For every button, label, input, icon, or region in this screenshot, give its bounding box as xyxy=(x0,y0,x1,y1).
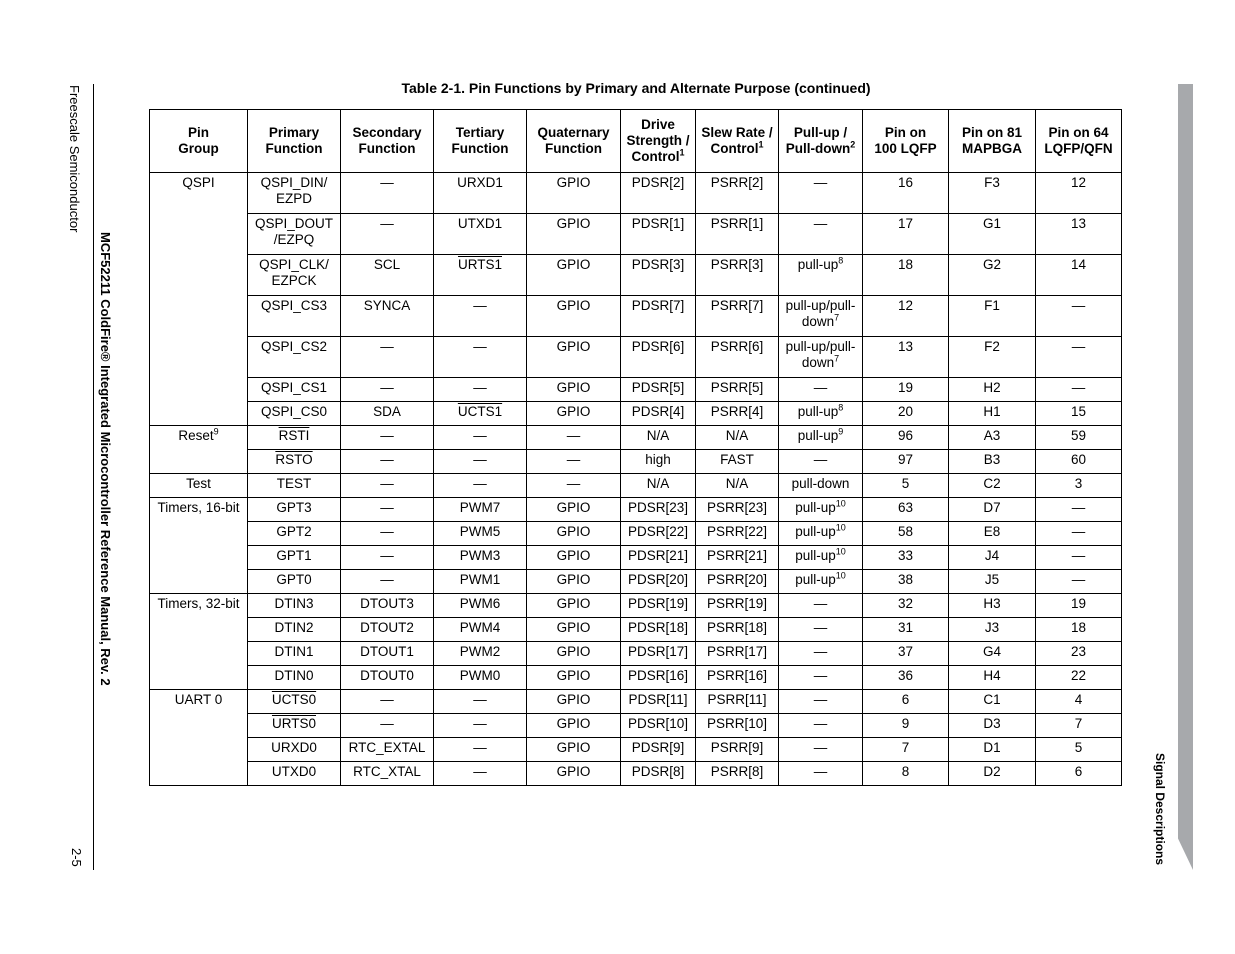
cell-p81: E8 xyxy=(949,522,1036,546)
cell-slew: PSRR[2] xyxy=(696,173,779,214)
cell-primary: GPT0 xyxy=(248,570,341,594)
cell-tertiary: URTS1 xyxy=(434,255,527,296)
cell-p64: 15 xyxy=(1036,402,1122,426)
cell-drive: PDSR[5] xyxy=(621,378,696,402)
cell-pull: — xyxy=(779,690,863,714)
cell-tertiary: — xyxy=(434,337,527,378)
cell-p81: J4 xyxy=(949,546,1036,570)
cell-p100: 7 xyxy=(863,738,949,762)
table-row xyxy=(150,594,1122,618)
cell-tertiary: PWM7 xyxy=(434,498,527,522)
cell-pull: — xyxy=(779,594,863,618)
cell-quaternary: GPIO xyxy=(527,522,621,546)
cell-primary: QSPI_CS0 xyxy=(248,402,341,426)
cell-drive: PDSR[11] xyxy=(621,690,696,714)
cell-slew: PSRR[17] xyxy=(696,642,779,666)
cell-slew: PSRR[23] xyxy=(696,498,779,522)
header-mapbga: Pin on 81 MAPBGA xyxy=(949,110,1036,173)
cell-p81: D3 xyxy=(949,714,1036,738)
cell-secondary: — xyxy=(341,546,434,570)
cell-p64: 14 xyxy=(1036,255,1122,296)
cell-secondary: — xyxy=(341,690,434,714)
cell-p81: H2 xyxy=(949,378,1036,402)
cell-drive: PDSR[2] xyxy=(621,173,696,214)
cell-p100: 37 xyxy=(863,642,949,666)
cell-drive: PDSR[16] xyxy=(621,666,696,690)
cell-p100: 58 xyxy=(863,522,949,546)
header-pull: Pull-up / Pull-down$^2$ xyxy=(779,110,863,173)
cell-secondary: — xyxy=(341,450,434,474)
cell-secondary: — xyxy=(341,474,434,498)
cell-tertiary: — xyxy=(434,714,527,738)
pin-functions-table xyxy=(149,109,1122,786)
table-row xyxy=(150,474,1122,498)
cell-pull: pull-$up^{10}$ xyxy=(779,498,863,522)
cell-pull: — xyxy=(779,738,863,762)
cell-p64: — xyxy=(1036,337,1122,378)
cell-p64: 7 xyxy=(1036,714,1122,738)
cell-p100: 13 xyxy=(863,337,949,378)
cell-tertiary: UTXD1 xyxy=(434,214,527,255)
cell-secondary: — xyxy=(341,522,434,546)
cell-p81: D2 xyxy=(949,762,1036,786)
section-tab xyxy=(1178,84,1193,870)
cell-quaternary: GPIO xyxy=(527,214,621,255)
cell-quaternary: GPIO xyxy=(527,570,621,594)
cell-quaternary: GPIO xyxy=(527,642,621,666)
table-row xyxy=(150,714,1122,738)
cell-pull: pull-up/pull- down$^7$ xyxy=(779,337,863,378)
cell-drive: PDSR[22] xyxy=(621,522,696,546)
cell-primary: GPT2 xyxy=(248,522,341,546)
cell-secondary: — xyxy=(341,714,434,738)
cell-drive: PDSR[8] xyxy=(621,762,696,786)
cell-pull: — xyxy=(779,378,863,402)
cell-quaternary: GPIO xyxy=(527,498,621,522)
cell-quaternary: GPIO xyxy=(527,714,621,738)
cell-primary: RSTO xyxy=(248,450,341,474)
cell-tertiary: URXD1 xyxy=(434,173,527,214)
cell-p64: 22 xyxy=(1036,666,1122,690)
cell-slew: PSRR[11] xyxy=(696,690,779,714)
table-row xyxy=(150,214,1122,255)
cell-p81: J3 xyxy=(949,618,1036,642)
publisher-label: Freescale Semiconductor xyxy=(67,85,82,233)
cell-quaternary: GPIO xyxy=(527,402,621,426)
pin-group-cell: Timers, 16-bit xyxy=(150,498,248,594)
cell-primary: GPT3 xyxy=(248,498,341,522)
cell-tertiary: PWM0 xyxy=(434,666,527,690)
cell-drive: PDSR[1] xyxy=(621,214,696,255)
header-drive: Drive Strength / Control$^1$ xyxy=(621,110,696,173)
cell-primary: RSTI xyxy=(248,426,341,450)
table-row xyxy=(150,570,1122,594)
cell-secondary: DTOUT3 xyxy=(341,594,434,618)
cell-p81: J5 xyxy=(949,570,1036,594)
cell-primary: QSPI_DIN/ EZPD xyxy=(248,173,341,214)
cell-p100: 36 xyxy=(863,666,949,690)
cell-tertiary: PWM4 xyxy=(434,618,527,642)
cell-slew: PSRR[18] xyxy=(696,618,779,642)
cell-pull: pull-$up^9$ xyxy=(779,426,863,450)
pin-group-cell: UART 0 xyxy=(150,690,248,786)
cell-p64: — xyxy=(1036,570,1122,594)
cell-primary: DTIN3 xyxy=(248,594,341,618)
cell-tertiary: — xyxy=(434,738,527,762)
cell-primary: QSPI_CS2 xyxy=(248,337,341,378)
cell-pull: — xyxy=(779,642,863,666)
cell-primary: QSPI_DOUT /EZPQ xyxy=(248,214,341,255)
cell-drive: PDSR[17] xyxy=(621,642,696,666)
cell-primary: QSPI_CS1 xyxy=(248,378,341,402)
cell-secondary: — xyxy=(341,173,434,214)
cell-pull: pull-down xyxy=(779,474,863,498)
cell-drive: PDSR[20] xyxy=(621,570,696,594)
table-row xyxy=(150,450,1122,474)
cell-primary: GPT1 xyxy=(248,546,341,570)
header-pin-group: Pin Group xyxy=(150,110,248,173)
cell-p81: H3 xyxy=(949,594,1036,618)
cell-p100: 32 xyxy=(863,594,949,618)
table-row xyxy=(150,522,1122,546)
cell-primary: TEST xyxy=(248,474,341,498)
cell-slew: N/A xyxy=(696,426,779,450)
table-row xyxy=(150,337,1122,378)
cell-tertiary: PWM5 xyxy=(434,522,527,546)
cell-primary: QSPI_CLK/ EZPCK xyxy=(248,255,341,296)
cell-tertiary: — xyxy=(434,762,527,786)
cell-drive: PDSR[9] xyxy=(621,738,696,762)
cell-secondary: SDA xyxy=(341,402,434,426)
cell-tertiary: — xyxy=(434,296,527,337)
cell-quaternary: GPIO xyxy=(527,690,621,714)
cell-drive: PDSR[19] xyxy=(621,594,696,618)
cell-primary: UTXD0 xyxy=(248,762,341,786)
cell-slew: N/A xyxy=(696,474,779,498)
header-quaternary: Quaternary Function xyxy=(527,110,621,173)
cell-drive: N/A xyxy=(621,474,696,498)
cell-primary: DTIN2 xyxy=(248,618,341,642)
header-tertiary: Tertiary Function xyxy=(434,110,527,173)
cell-slew: FAST xyxy=(696,450,779,474)
cell-pull: pull-$up^8$ xyxy=(779,402,863,426)
cell-primary: URTS0 xyxy=(248,714,341,738)
cell-p64: 18 xyxy=(1036,618,1122,642)
cell-p100: 18 xyxy=(863,255,949,296)
cell-p81: G4 xyxy=(949,642,1036,666)
cell-secondary: RTC_EXTAL xyxy=(341,738,434,762)
cell-tertiary: — xyxy=(434,450,527,474)
cell-pull: — xyxy=(779,450,863,474)
cell-drive: PDSR[10] xyxy=(621,714,696,738)
header-row xyxy=(150,110,1122,173)
table-row xyxy=(150,255,1122,296)
cell-drive: PDSR[21] xyxy=(621,546,696,570)
cell-p100: 8 xyxy=(863,762,949,786)
cell-tertiary: — xyxy=(434,690,527,714)
header-secondary: Secondary Function xyxy=(341,110,434,173)
table-row xyxy=(150,296,1122,337)
cell-secondary: DTOUT2 xyxy=(341,618,434,642)
header-slew: Slew Rate / Control$^1$ xyxy=(696,110,779,173)
cell-pull: pull-$up^8$ xyxy=(779,255,863,296)
pin-group-cell: Timers, 32-bit xyxy=(150,594,248,690)
cell-quaternary: — xyxy=(527,450,621,474)
cell-slew: PSRR[22] xyxy=(696,522,779,546)
cell-slew: PSRR[3] xyxy=(696,255,779,296)
section-title: Signal Descriptions xyxy=(1153,753,1167,866)
cell-p81: C1 xyxy=(949,690,1036,714)
table-row xyxy=(150,666,1122,690)
table-row xyxy=(150,690,1122,714)
cell-p64: — xyxy=(1036,498,1122,522)
cell-drive: PDSR[23] xyxy=(621,498,696,522)
cell-p81: B3 xyxy=(949,450,1036,474)
cell-tertiary: — xyxy=(434,474,527,498)
cell-p100: 6 xyxy=(863,690,949,714)
cell-quaternary: GPIO xyxy=(527,594,621,618)
cell-tertiary: PWM3 xyxy=(434,546,527,570)
cell-quaternary: GPIO xyxy=(527,296,621,337)
cell-quaternary: GPIO xyxy=(527,618,621,642)
cell-secondary: — xyxy=(341,337,434,378)
cell-p64: — xyxy=(1036,296,1122,337)
cell-p100: 5 xyxy=(863,474,949,498)
cell-slew: PSRR[21] xyxy=(696,546,779,570)
cell-p81: D1 xyxy=(949,738,1036,762)
cell-secondary: SCL xyxy=(341,255,434,296)
cell-primary: DTIN0 xyxy=(248,666,341,690)
cell-secondary: DTOUT0 xyxy=(341,666,434,690)
cell-drive: high xyxy=(621,450,696,474)
cell-secondary: — xyxy=(341,570,434,594)
cell-slew: PSRR[4] xyxy=(696,402,779,426)
cell-quaternary: GPIO xyxy=(527,666,621,690)
cell-drive: PDSR[18] xyxy=(621,618,696,642)
cell-pull: — xyxy=(779,173,863,214)
cell-slew: PSRR[7] xyxy=(696,296,779,337)
cell-p81: A3 xyxy=(949,426,1036,450)
cell-pull: — xyxy=(779,618,863,642)
cell-p100: 63 xyxy=(863,498,949,522)
cell-slew: PSRR[16] xyxy=(696,666,779,690)
manual-title: MCF52211 ColdFire® Integrated Microcontroller Reference Manual, Rev. 2 xyxy=(98,232,113,686)
cell-drive: PDSR[3] xyxy=(621,255,696,296)
cell-quaternary: GPIO xyxy=(527,173,621,214)
cell-slew: PSRR[10] xyxy=(696,714,779,738)
table-row xyxy=(150,498,1122,522)
cell-p100: 38 xyxy=(863,570,949,594)
cell-p64: — xyxy=(1036,546,1122,570)
table-row xyxy=(150,546,1122,570)
cell-tertiary: PWM1 xyxy=(434,570,527,594)
cell-slew: PSRR[5] xyxy=(696,378,779,402)
cell-p100: 20 xyxy=(863,402,949,426)
cell-p81: F3 xyxy=(949,173,1036,214)
table-row xyxy=(150,378,1122,402)
cell-primary: QSPI_CS3 xyxy=(248,296,341,337)
cell-secondary: — xyxy=(341,498,434,522)
table-caption: Table 2-1. Pin Functions by Primary and Alternate Purpose (continued) xyxy=(401,80,871,96)
cell-slew: PSRR[1] xyxy=(696,214,779,255)
cell-p81: D7 xyxy=(949,498,1036,522)
cell-p81: G1 xyxy=(949,214,1036,255)
table-row xyxy=(150,762,1122,786)
cell-p64: 6 xyxy=(1036,762,1122,786)
cell-pull: pull-up/pull- down$^7$ xyxy=(779,296,863,337)
cell-pull: pull-$up^{10}$ xyxy=(779,522,863,546)
cell-quaternary: GPIO xyxy=(527,378,621,402)
cell-p64: 4 xyxy=(1036,690,1122,714)
cell-tertiary: UCTS1 xyxy=(434,402,527,426)
cell-primary: DTIN1 xyxy=(248,642,341,666)
header-primary: Primary Function xyxy=(248,110,341,173)
cell-quaternary: GPIO xyxy=(527,762,621,786)
table-row xyxy=(150,173,1122,214)
cell-p100: 33 xyxy=(863,546,949,570)
cell-slew: PSRR[9] xyxy=(696,738,779,762)
cell-secondary: RTC_XTAL xyxy=(341,762,434,786)
cell-secondary: SYNCA xyxy=(341,296,434,337)
cell-p64: 60 xyxy=(1036,450,1122,474)
cell-p100: 12 xyxy=(863,296,949,337)
cell-slew: PSRR[19] xyxy=(696,594,779,618)
cell-p81: F2 xyxy=(949,337,1036,378)
cell-p81: H4 xyxy=(949,666,1036,690)
header-lqfp100: Pin on 100 LQFP xyxy=(863,110,949,173)
cell-secondary: — xyxy=(341,214,434,255)
cell-p81: F1 xyxy=(949,296,1036,337)
cell-tertiary: — xyxy=(434,378,527,402)
cell-p64: 13 xyxy=(1036,214,1122,255)
cell-primary: URXD0 xyxy=(248,738,341,762)
cell-slew: PSRR[20] xyxy=(696,570,779,594)
cell-drive: PDSR[6] xyxy=(621,337,696,378)
cell-pull: — xyxy=(779,666,863,690)
margin-rule xyxy=(93,84,94,870)
cell-p64: 12 xyxy=(1036,173,1122,214)
cell-secondary: — xyxy=(341,378,434,402)
cell-quaternary: GPIO xyxy=(527,546,621,570)
cell-p64: 59 xyxy=(1036,426,1122,450)
cell-p81: G2 xyxy=(949,255,1036,296)
cell-secondary: DTOUT1 xyxy=(341,642,434,666)
cell-pull: pull-$up^{10}$ xyxy=(779,570,863,594)
cell-tertiary: PWM6 xyxy=(434,594,527,618)
cell-quaternary: — xyxy=(527,426,621,450)
table-row xyxy=(150,618,1122,642)
cell-p100: 17 xyxy=(863,214,949,255)
cell-slew: PSRR[8] xyxy=(696,762,779,786)
table-row xyxy=(150,426,1122,450)
page-number: 2-5 xyxy=(69,848,84,867)
cell-p100: 31 xyxy=(863,618,949,642)
cell-p81: H1 xyxy=(949,402,1036,426)
cell-pull: pull-$up^{10}$ xyxy=(779,546,863,570)
cell-pull: — xyxy=(779,762,863,786)
pin-group-cell: QSPI xyxy=(150,173,248,426)
cell-p100: 16 xyxy=(863,173,949,214)
cell-p100: 96 xyxy=(863,426,949,450)
table-row xyxy=(150,642,1122,666)
cell-quaternary: GPIO xyxy=(527,337,621,378)
cell-p100: 9 xyxy=(863,714,949,738)
cell-tertiary: PWM2 xyxy=(434,642,527,666)
cell-quaternary: — xyxy=(527,474,621,498)
cell-primary: UCTS0 xyxy=(248,690,341,714)
header-lqfp64: Pin on 64 LQFP/QFN xyxy=(1036,110,1122,173)
cell-secondary: — xyxy=(341,426,434,450)
table-row xyxy=(150,738,1122,762)
cell-p64: 5 xyxy=(1036,738,1122,762)
cell-pull: — xyxy=(779,714,863,738)
cell-tertiary: — xyxy=(434,426,527,450)
cell-p64: 19 xyxy=(1036,594,1122,618)
cell-p64: — xyxy=(1036,522,1122,546)
table-row xyxy=(150,402,1122,426)
cell-p100: 97 xyxy=(863,450,949,474)
cell-p81: C2 xyxy=(949,474,1036,498)
cell-drive: PDSR[7] xyxy=(621,296,696,337)
cell-p64: 3 xyxy=(1036,474,1122,498)
cell-drive: PDSR[4] xyxy=(621,402,696,426)
cell-p64: 23 xyxy=(1036,642,1122,666)
cell-p64: — xyxy=(1036,378,1122,402)
cell-slew: PSRR[6] xyxy=(696,337,779,378)
cell-p100: 19 xyxy=(863,378,949,402)
cell-drive: N/A xyxy=(621,426,696,450)
cell-quaternary: GPIO xyxy=(527,255,621,296)
cell-pull: — xyxy=(779,214,863,255)
pin-group-cell: Test xyxy=(150,474,248,498)
cell-quaternary: GPIO xyxy=(527,738,621,762)
pin-group-cell: Reset$^9$ xyxy=(150,426,248,474)
